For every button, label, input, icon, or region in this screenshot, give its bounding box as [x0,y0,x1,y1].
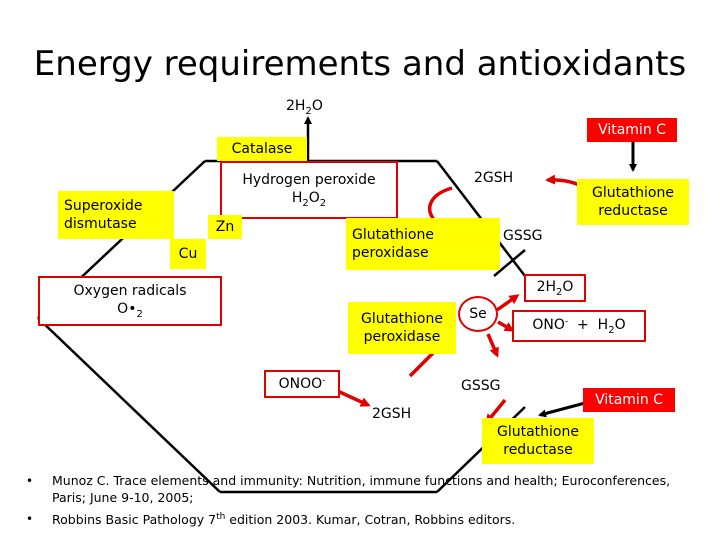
reference-bullet-1: • [26,474,34,488]
gsh-top-label: 2GSH [474,170,514,186]
onoo-label: ONOO- [278,375,326,392]
o2-radical-formula: $O•_2$ [117,300,143,320]
oxygen-radicals-box [38,276,222,326]
glutathione-peroxidase-bottom [348,302,456,354]
glutathione-peroxidase-top-line2: peroxidase [352,245,429,261]
reference-1 [52,473,670,507]
water-top-label: $2H_2O$ [286,98,323,117]
hydrogen-peroxide-box [220,161,398,219]
h2o2-formula: $H_2O_2$ [291,189,327,209]
water-mid-box [524,274,586,302]
gssg-top-label: GSSG [503,228,543,244]
path-line-lower-left [38,318,220,492]
cu-label: Cu [170,239,206,269]
catalase-box: Catalase [217,137,307,161]
ono-products-label: $ONO^- + H_2O$ [532,315,626,336]
onoo-box [264,370,340,398]
superoxide-dismutase-box [58,191,174,239]
superoxide-dismutase-line2: dismutase [64,216,137,232]
reference-1-line1: Munoz C. Trace elements and immunity: Nutrition, immune functions and health; Euroconferences, [52,473,671,488]
arrow-se-to-water-mid [497,296,517,310]
vitamin-c-top: Vitamin C [587,118,677,142]
page-title: Energy requirements and antioxidants [33,44,687,84]
glutathione-peroxidase-bottom-line2: peroxidase [363,329,441,345]
water-mid-label: $2H_2O$ [536,278,574,298]
gsh-bottom-label: 2GSH [372,406,412,422]
glutathione-reductase-bottom-line1: Glutathione [497,423,579,440]
zn-label: Zn [208,215,242,239]
superoxide-dismutase-line1: Superoxide [64,197,143,214]
reference-bullet-2: • [26,512,34,526]
glutathione-reductase-top-line1: Glutathione [592,184,674,201]
arrow-vitc-to-reductase-bottom [540,403,585,415]
oxygen-radicals-label: Oxygen radicals [73,282,187,299]
glutathione-reductase-bottom [482,418,594,464]
vitamin-c-bottom: Vitamin C [583,388,675,412]
arrow-se-to-ono [498,322,512,330]
glutathione-reductase-top-line2: reductase [598,203,668,219]
glutathione-peroxidase-bottom-line1: Glutathione [361,310,443,327]
ono-products-box [512,310,646,342]
hydrogen-peroxide-label: Hydrogen peroxide [242,171,376,188]
arrow-se-to-gssg [488,334,497,355]
reference-2: Robbins Basic Pathology 7th edition 2003. Kumar, Cotran, Robbins editors. [52,512,516,528]
glutathione-peroxidase-top-line1: Glutathione [352,226,434,243]
glutathione-reductase-bottom-line2: reductase [503,442,573,458]
reference-1-line2: Paris; June 9-10, 2005; [52,489,194,505]
selenium-circle: Se [458,296,498,332]
glutathione-peroxidase-top [346,218,500,270]
glutathione-reductase-top [577,179,689,225]
gssg-bottom-label: GSSG [461,378,501,394]
